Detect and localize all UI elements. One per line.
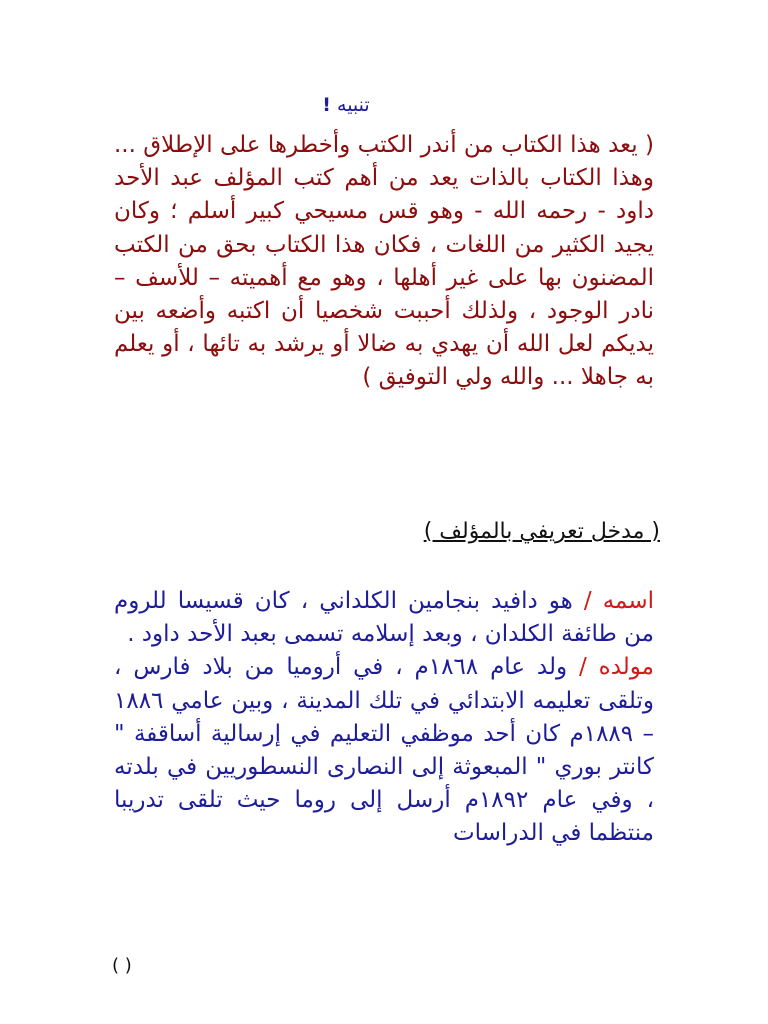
name-text: هو دافيد بنجامين الكلداني ، كان قسيسا للروم من طائفة الكلدان ، وبعد إسلامه تسمى بعبد الأحد داود . bbox=[114, 588, 654, 648]
author-intro-heading: ( مدخل تعريفي بالمؤلف ) bbox=[423, 519, 660, 544]
warning-paragraph: ( يعد هذا الكتاب من أندر الكتب وأخطرها على الإطلاق ... وهذا الكتاب بالذات يعد من أهم كتب المؤلف عبد الأحد داود - رحمه الله - وهو قس مسيحي كبير أسلم ؛ وكان يجيد الكثير من اللغات ، فكان هذا الكتاب بحق من الكتب المضنون بها على غير أهلها ، وهو مع أهميته – للأسف – نادر الوجود ، ولذلك أحببت شخصيا أن اكتبه وأضعه بين يديكم لعل الله أن يهدي به ضالا أو يرشد به تائها ، أو يعلم به جاهلا ... والله ولي التوفيق ) bbox=[114, 132, 654, 391]
birth-text: ولد عام ١٨٦٨م ، في أروميا من بلاد فارس ، وتلقى تعليمه الابتدائي في تلك المدينة ، وبين عامي ١٨٨٦ – ١٨٨٩م كان أحد موظفي التعليم في إرسالية أساقفة " كانتر بوري " المبعوثة إلى النصارى النسطوريين في بلدته ، وفي عام ١٨٩٢م أرسل إلى روما حيث تلقى تدريبا منتظما في الدراسات bbox=[114, 654, 655, 847]
warning-exclamation: ! bbox=[322, 94, 331, 116]
birth-paragraph bbox=[114, 651, 654, 850]
name-label: اسمه / bbox=[583, 588, 655, 614]
page-number-placeholder: ( ) bbox=[112, 955, 132, 976]
birth-label: مولده / bbox=[579, 654, 655, 681]
warning-title bbox=[306, 94, 386, 116]
name-paragraph bbox=[114, 585, 654, 651]
author-bio bbox=[114, 585, 654, 851]
warning-title-text: تنبيه bbox=[337, 94, 370, 116]
